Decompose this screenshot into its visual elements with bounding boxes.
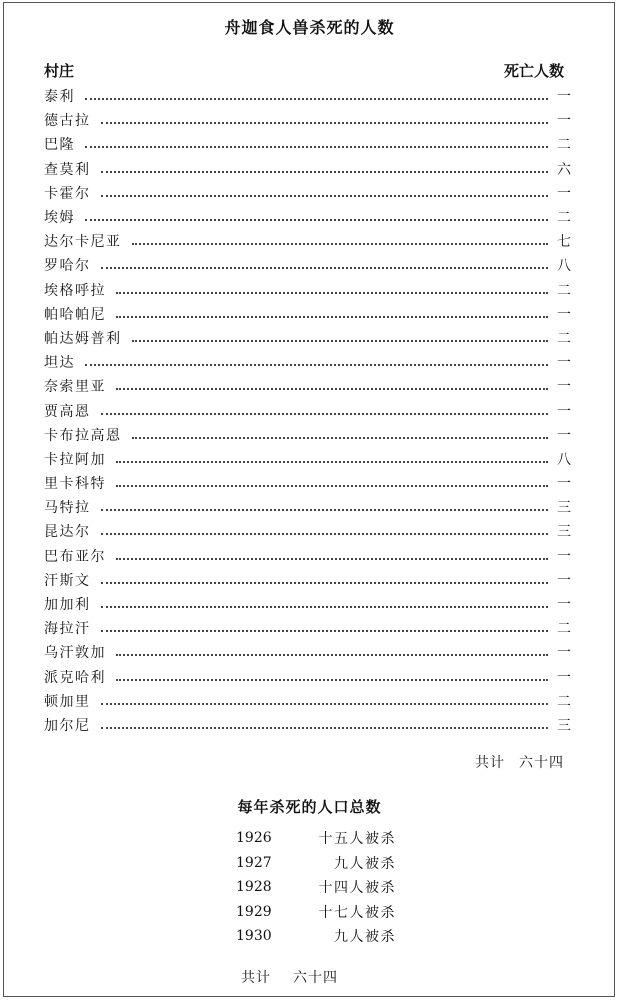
death-count: 一 (557, 597, 571, 614)
village-row (44, 205, 572, 229)
dot-leader (101, 509, 549, 511)
dot-leader (85, 364, 548, 366)
dot-leader (116, 654, 548, 656)
dot-leader (101, 267, 549, 269)
dot-leader (116, 558, 548, 560)
killed-count: 九人被杀 (334, 929, 396, 946)
village-name: 泰利 (44, 89, 75, 106)
village-row (44, 157, 572, 181)
dot-leader (101, 195, 549, 197)
document-title: 舟迦食人兽杀死的人数 (224, 18, 395, 37)
village-row (44, 326, 572, 350)
year-row (236, 875, 396, 900)
killed-count: 十四人被杀 (318, 880, 396, 897)
dot-leader (116, 679, 548, 681)
village-name: 奈索里亚 (44, 379, 106, 396)
dot-leader (101, 727, 549, 729)
dot-leader (85, 219, 548, 221)
death-count: 三 (557, 717, 571, 734)
death-count: 二 (557, 210, 571, 227)
village-name: 里卡科特 (44, 476, 106, 493)
village-row (44, 592, 572, 616)
dot-leader (101, 413, 549, 415)
village-list (44, 84, 572, 737)
village-name: 卡拉阿加 (44, 451, 106, 468)
year: 1927 (236, 854, 272, 871)
death-count: 二 (557, 330, 571, 347)
dot-leader (132, 243, 549, 245)
dot-leader (85, 146, 548, 148)
village-name: 顿加里 (44, 693, 91, 710)
yearly-title: 每年杀死的人口总数 (237, 798, 382, 816)
village-row (44, 350, 572, 374)
death-count: 一 (557, 379, 571, 396)
village-name: 加尔尼 (44, 717, 91, 734)
village-row (44, 544, 572, 568)
village-name: 帕达姆普利 (44, 330, 122, 347)
village-name: 帕哈帕尼 (44, 306, 106, 323)
dot-leader (85, 98, 548, 100)
village-name: 巴布亚尔 (44, 548, 106, 565)
killed-count: 十五人被杀 (318, 831, 396, 848)
year: 1926 (236, 830, 272, 847)
village-row (44, 471, 572, 495)
village-name: 海拉汗 (44, 621, 91, 638)
village-row (44, 374, 572, 398)
village-row (44, 568, 572, 592)
dot-leader (101, 171, 549, 173)
death-count: 七 (557, 234, 571, 251)
death-count: 一 (557, 185, 571, 202)
deaths-total (475, 752, 564, 772)
village-name: 查莫利 (44, 161, 91, 178)
death-count: 二 (557, 693, 571, 710)
village-row (44, 302, 572, 326)
yearly-total-label: 共计 (241, 970, 271, 986)
dot-leader (101, 630, 549, 632)
village-name: 马特拉 (44, 500, 91, 517)
death-count: 一 (557, 669, 571, 686)
village-name: 加加利 (44, 597, 91, 614)
death-count: 三 (557, 524, 571, 541)
village-row (44, 640, 572, 664)
dot-leader (116, 292, 548, 294)
dot-leader (116, 316, 548, 318)
village-row (44, 447, 572, 471)
yearly-total (241, 967, 338, 987)
dot-leader (101, 533, 549, 535)
year-row (236, 924, 396, 949)
village-name: 卡布拉高恩 (44, 427, 122, 444)
deaths-total-value: 六十四 (519, 755, 564, 771)
year-row (236, 900, 396, 925)
village-row (44, 689, 572, 713)
killed-count: 十七人被杀 (318, 904, 396, 921)
death-count: 一 (557, 476, 571, 493)
village-name: 贾高恩 (44, 403, 91, 420)
village-row (44, 423, 572, 447)
village-row (44, 278, 572, 302)
year: 1928 (236, 879, 272, 896)
village-name: 埃格呼拉 (44, 282, 106, 299)
village-row (44, 229, 572, 253)
death-count: 一 (557, 306, 571, 323)
village-row (44, 181, 572, 205)
village-name: 派克哈利 (44, 669, 106, 686)
column-header-village: 村庄 (44, 62, 75, 80)
dot-leader (101, 606, 549, 608)
death-count: 八 (557, 451, 571, 468)
village-name: 昆达尔 (44, 524, 91, 541)
village-row (44, 132, 572, 156)
column-header-deaths: 死亡人数 (503, 62, 564, 80)
deaths-total-label: 共计 (475, 755, 505, 771)
village-row (44, 616, 572, 640)
village-row (44, 665, 572, 689)
death-count: 一 (557, 355, 571, 372)
village-name: 卡霍尔 (44, 185, 91, 202)
village-row (44, 84, 572, 108)
dot-leader (101, 122, 549, 124)
death-count: 一 (557, 645, 571, 662)
dot-leader (132, 340, 549, 342)
death-count: 一 (557, 403, 571, 420)
village-name: 德古拉 (44, 113, 91, 130)
death-count: 一 (557, 113, 571, 130)
death-count: 一 (557, 548, 571, 565)
death-count: 八 (557, 258, 571, 275)
village-name: 坦达 (44, 355, 75, 372)
village-name: 达尔卡尼亚 (44, 234, 122, 251)
year-row (236, 851, 396, 876)
village-row (44, 253, 572, 277)
year: 1929 (236, 903, 272, 920)
death-count: 一 (557, 572, 571, 589)
death-count: 三 (557, 500, 571, 517)
killed-count: 九人被杀 (334, 855, 396, 872)
village-name: 巴隆 (44, 137, 75, 154)
dot-leader (116, 388, 548, 390)
village-name: 汗斯文 (44, 572, 91, 589)
yearly-total-value: 六十四 (293, 970, 338, 986)
village-name: 罗哈尔 (44, 258, 91, 275)
village-row (44, 108, 572, 132)
death-count: 一 (557, 89, 571, 106)
dot-leader (101, 703, 549, 705)
village-row (44, 398, 572, 422)
village-name: 乌汗敦加 (44, 645, 106, 662)
village-row (44, 713, 572, 737)
death-count: 二 (557, 137, 571, 154)
death-count: 一 (557, 427, 571, 444)
village-name: 埃姆 (44, 210, 75, 227)
dot-leader (101, 582, 549, 584)
year: 1930 (236, 928, 272, 945)
death-count: 六 (557, 161, 571, 178)
dot-leader (132, 437, 549, 439)
death-count: 二 (557, 282, 571, 299)
death-count: 二 (557, 621, 571, 638)
village-row (44, 495, 572, 519)
year-row (236, 826, 396, 851)
dot-leader (116, 461, 548, 463)
village-row (44, 519, 572, 543)
yearly-list (236, 826, 396, 949)
dot-leader (116, 485, 548, 487)
